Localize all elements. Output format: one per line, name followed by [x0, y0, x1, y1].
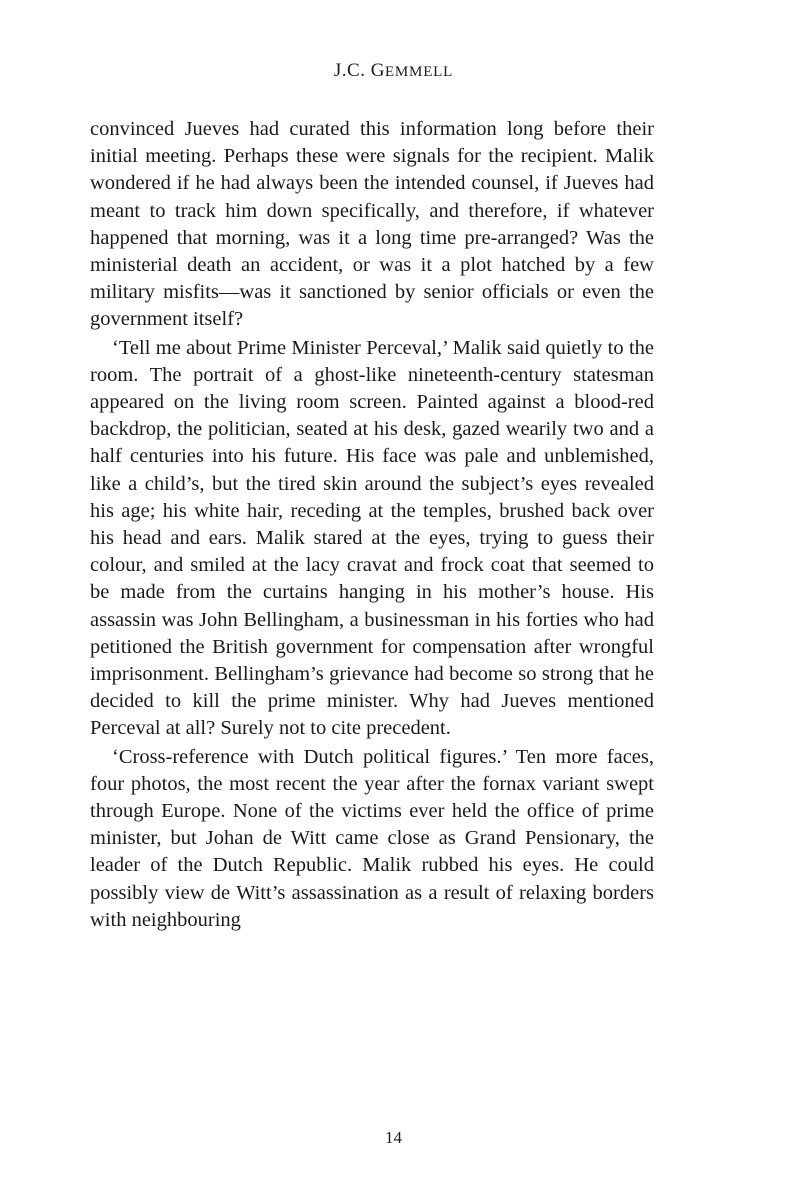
- page-number: 14: [385, 1128, 402, 1147]
- body-text: [90, 116, 654, 934]
- paragraph-2: ‘Tell me about Prime Minister Perceval,’ Malik said quietly to the room. The portrait of a ghost-like nineteenth-century statesman appeared on the living room screen. Painted against a blood-red backdrop, the politician, seated at his desk, gazed wearily two and a half centuries into his future. His face was pale and unblemished, like a child’s, but the tired skin around the subject’s eyes revealed his age; his white hair, receding at the temples, brushed back over his head and ears. Malik stared at the eyes, trying to guess their colour, and smiled at the lacy cravat and frock coat that seemed to be made from the curtains hanging in his mother’s house. His assassin was John Bellingham, a businessman in his forties who had petitioned the British government for compensation after wrongful imprisonment. Bellingham’s grievance had become so strong that he decided to kill the prime minister. Why had Jueves mentioned Perceval at all? Surely not to cite precedent.: [90, 336, 654, 740]
- running-head: [0, 60, 787, 82]
- paragraph-1: convinced Jueves had curated this information long before their initial meeting. Perhaps these were signals for the recipient. Malik wondered if he had always been the intended counsel, if Jueves had meant to track him down specifically, and therefore, if whatever happened that morning, was it a long time pre-arranged? Was the ministerial death an accident, or was it a plot hatched by a few military misfits—was it sanctioned by senior officials or even the government itself?: [90, 118, 654, 331]
- author-initials: J.C. G: [333, 60, 385, 81]
- paragraph-3: ‘Cross-reference with Dutch political figures.’ Ten more faces, four photos, the most recent the year after the fornax variant swept through Europe. None of the victims ever held the office of prime minister, but Johan de Witt came close as Grand Pensionary, the leader of the Dutch Republic. Malik rubbed his eyes. He could possibly view de Witt’s assassination as a result of relaxing borders with neighbouring: [90, 745, 654, 931]
- author-surname-small-caps: EMMELL: [384, 64, 454, 80]
